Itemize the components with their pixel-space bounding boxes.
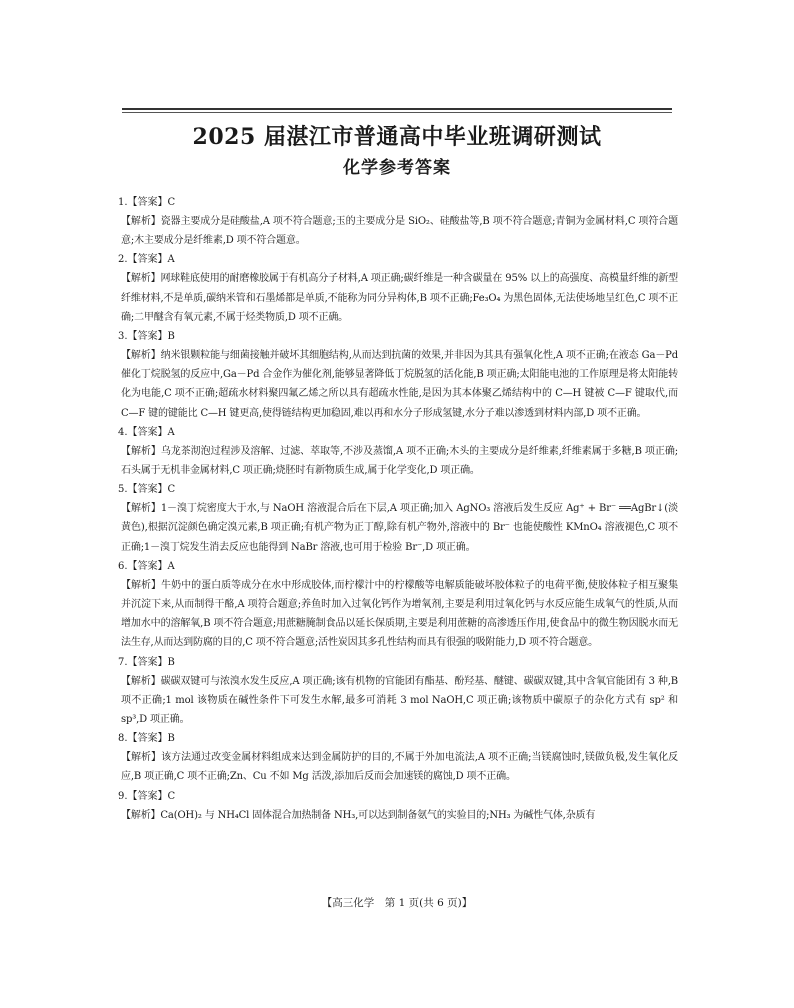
explanation-text: 【解析】乌龙茶沏泡过程涉及溶解、过滤、萃取等,不涉及蒸馏,A 项不正确;木头的主要成分是纤维素,纤维素属于多糖,B 项正确;石头属于无机非金属材料,C 项正确;烧胚时有新物质生成,属于化学变化,D 项正确。 xyxy=(121,445,678,477)
question-9 xyxy=(118,787,678,825)
explanation-text: 【解析】1－溴丁烷密度大于水,与 NaOH 溶液混合后在下层,A 项正确;加入 AgNO₃ 溶液后发生反应 Ag⁺ + Br⁻ ══AgBr↓(淡黄色),根据沉淀颜色确定溴元素,B 项正确;有机产物为正丁醇,除有机产物外,溶液中的 Br⁻ 也能使酸性 KMnO₄ 溶液褪色,C 项不正确;1－溴丁烷发生消去反应也能得到 NaBr 溶液,也可用于检验 Br⁻,D 项正确。 xyxy=(121,503,678,553)
explanation-text: 【解析】牛奶中的蛋白质等成分在水中形成胶体,而柠檬汁中的柠檬酸等电解质能破坏胶体粒子的电荷平衡,使胶体粒子相互聚集并沉淀下来,从而制得干酪,A 项符合题意;养鱼时加入过氧化钙作为增氧剂,主要是利用过氧化钙与水反应能生成氧气的性质,从而增加水中的溶解氧,B 项不符合题意;用蔗糖腌制食品以延长保质期,主要是利用蔗糖的高渗透压作用,使食品中的微生物因脱水而无法生存,从而达到防腐的目的,C 项不符合题意;活性炭因其多孔性结构而具有很强的吸附能力,D 项不符合题意。 xyxy=(121,579,678,649)
explanation-text: 【解析】纳米银颗粒能与细菌接触并破坏其细胞结构,从而达到抗菌的效果,并非因为其具有强氧化性,A 项不正确;在液态 Ga－Pd 催化丁烷脱氢的反应中,Ga－Pd 合金作为催化剂,能够显著降低丁烷脱氢的活化能,B 项正确;太阳能电池的工作原理是将太阳能转化为电能,C 项不正确;超疏水材料聚四氟乙烯之所以具有超疏水性能,是因为其本体聚乙烯结构中的 C—H 键被 C—F 键取代,而 C—F 键的键能比 C—H 键更高,使得链结构更加稳固,难以再和水分子形成氢键,水分子难以渗透到材料内部,D 项不正确。 xyxy=(121,350,678,419)
answer-line: 3.【答案】B xyxy=(118,331,175,343)
answer-line: 5.【答案】C xyxy=(118,484,176,496)
page-footer: 【高三化学 第 1 页(共 6 页)】 xyxy=(321,897,473,909)
question-2 xyxy=(118,250,678,327)
question-8 xyxy=(118,729,678,786)
answer-line: 8.【答案】B xyxy=(118,733,175,745)
answer-line: 6.【答案】A xyxy=(118,560,175,572)
question-1 xyxy=(118,193,678,250)
question-6 xyxy=(118,557,678,653)
answer-line: 1.【答案】C xyxy=(118,197,176,208)
answer-list xyxy=(118,193,678,825)
question-4 xyxy=(118,423,678,480)
question-5 xyxy=(118,480,678,557)
page-subtitle: 化学参考答案 xyxy=(343,158,451,178)
header-rule-thin xyxy=(122,112,672,113)
answer-line: 4.【答案】A xyxy=(118,426,175,438)
question-3 xyxy=(118,327,678,423)
explanation-text: 【解析】碳碳双键可与浓溴水发生反应,A 项正确;该有机物的官能团有酯基、酚羟基、醚键、碳碳双键,其中含氧官能团有 3 种,B 项不正确;1 mol 该物质在碱性条件下可发生水解,最多可消耗 3 mol NaOH,C 项正确;该物质中碳原子的杂化方式有 sp² 和 sp³,D 项正确。 xyxy=(121,675,678,726)
explanation-text: 【解析】该方法通过改变金属材料组成来达到金属防护的目的,不属于外加电流法,A 项不正确;当镁腐蚀时,镁做负极,发生氧化反应,B 项正确,C 项不正确;Zn、Cu 不如 Mg 活泼,添加后反而会加速镁的腐蚀,D 项不正确。 xyxy=(121,752,678,783)
answer-line: 2.【答案】A xyxy=(118,254,175,266)
answer-line: 9.【答案】C xyxy=(118,790,176,802)
explanation-text: 【解析】网球鞋底使用的耐磨橡胶属于有机高分子材料,A 项正确;碳纤维是一种含碳量在 95% 以上的高强度、高模量纤维的新型纤维材料,不是单质,碳纳米管和石墨烯都是单质,不能称为同分异构体,B 项不正确;Fe₃O₄ 为黑色固体,无法使场地呈红色,C 项不正确;二甲醚含有氧元素,不属于烃类物质,D 项不正确。 xyxy=(121,273,678,323)
header-rule-thick xyxy=(122,108,672,110)
page-title: 2025 届湛江市普通高中毕业班调研测试 xyxy=(192,124,602,150)
explanation-text: 【解析】Ca(OH)₂ 与 NH₄Cl 固体混合加热制备 NH₃,可以达到制备氨气的实验目的;NH₃ 为碱性气体,杂质有 xyxy=(121,809,596,821)
answer-line: 7.【答案】B xyxy=(118,656,175,668)
question-7 xyxy=(118,653,678,730)
explanation-text: 【解析】瓷器主要成分是硅酸盐,A 项不符合题意;玉的主要成分是 SiO₂、硅酸盐等,B 项不符合题意;青铜为金属材料,C 项符合题意;木主要成分是纤维素,D 项不符合题意。 xyxy=(121,216,678,247)
